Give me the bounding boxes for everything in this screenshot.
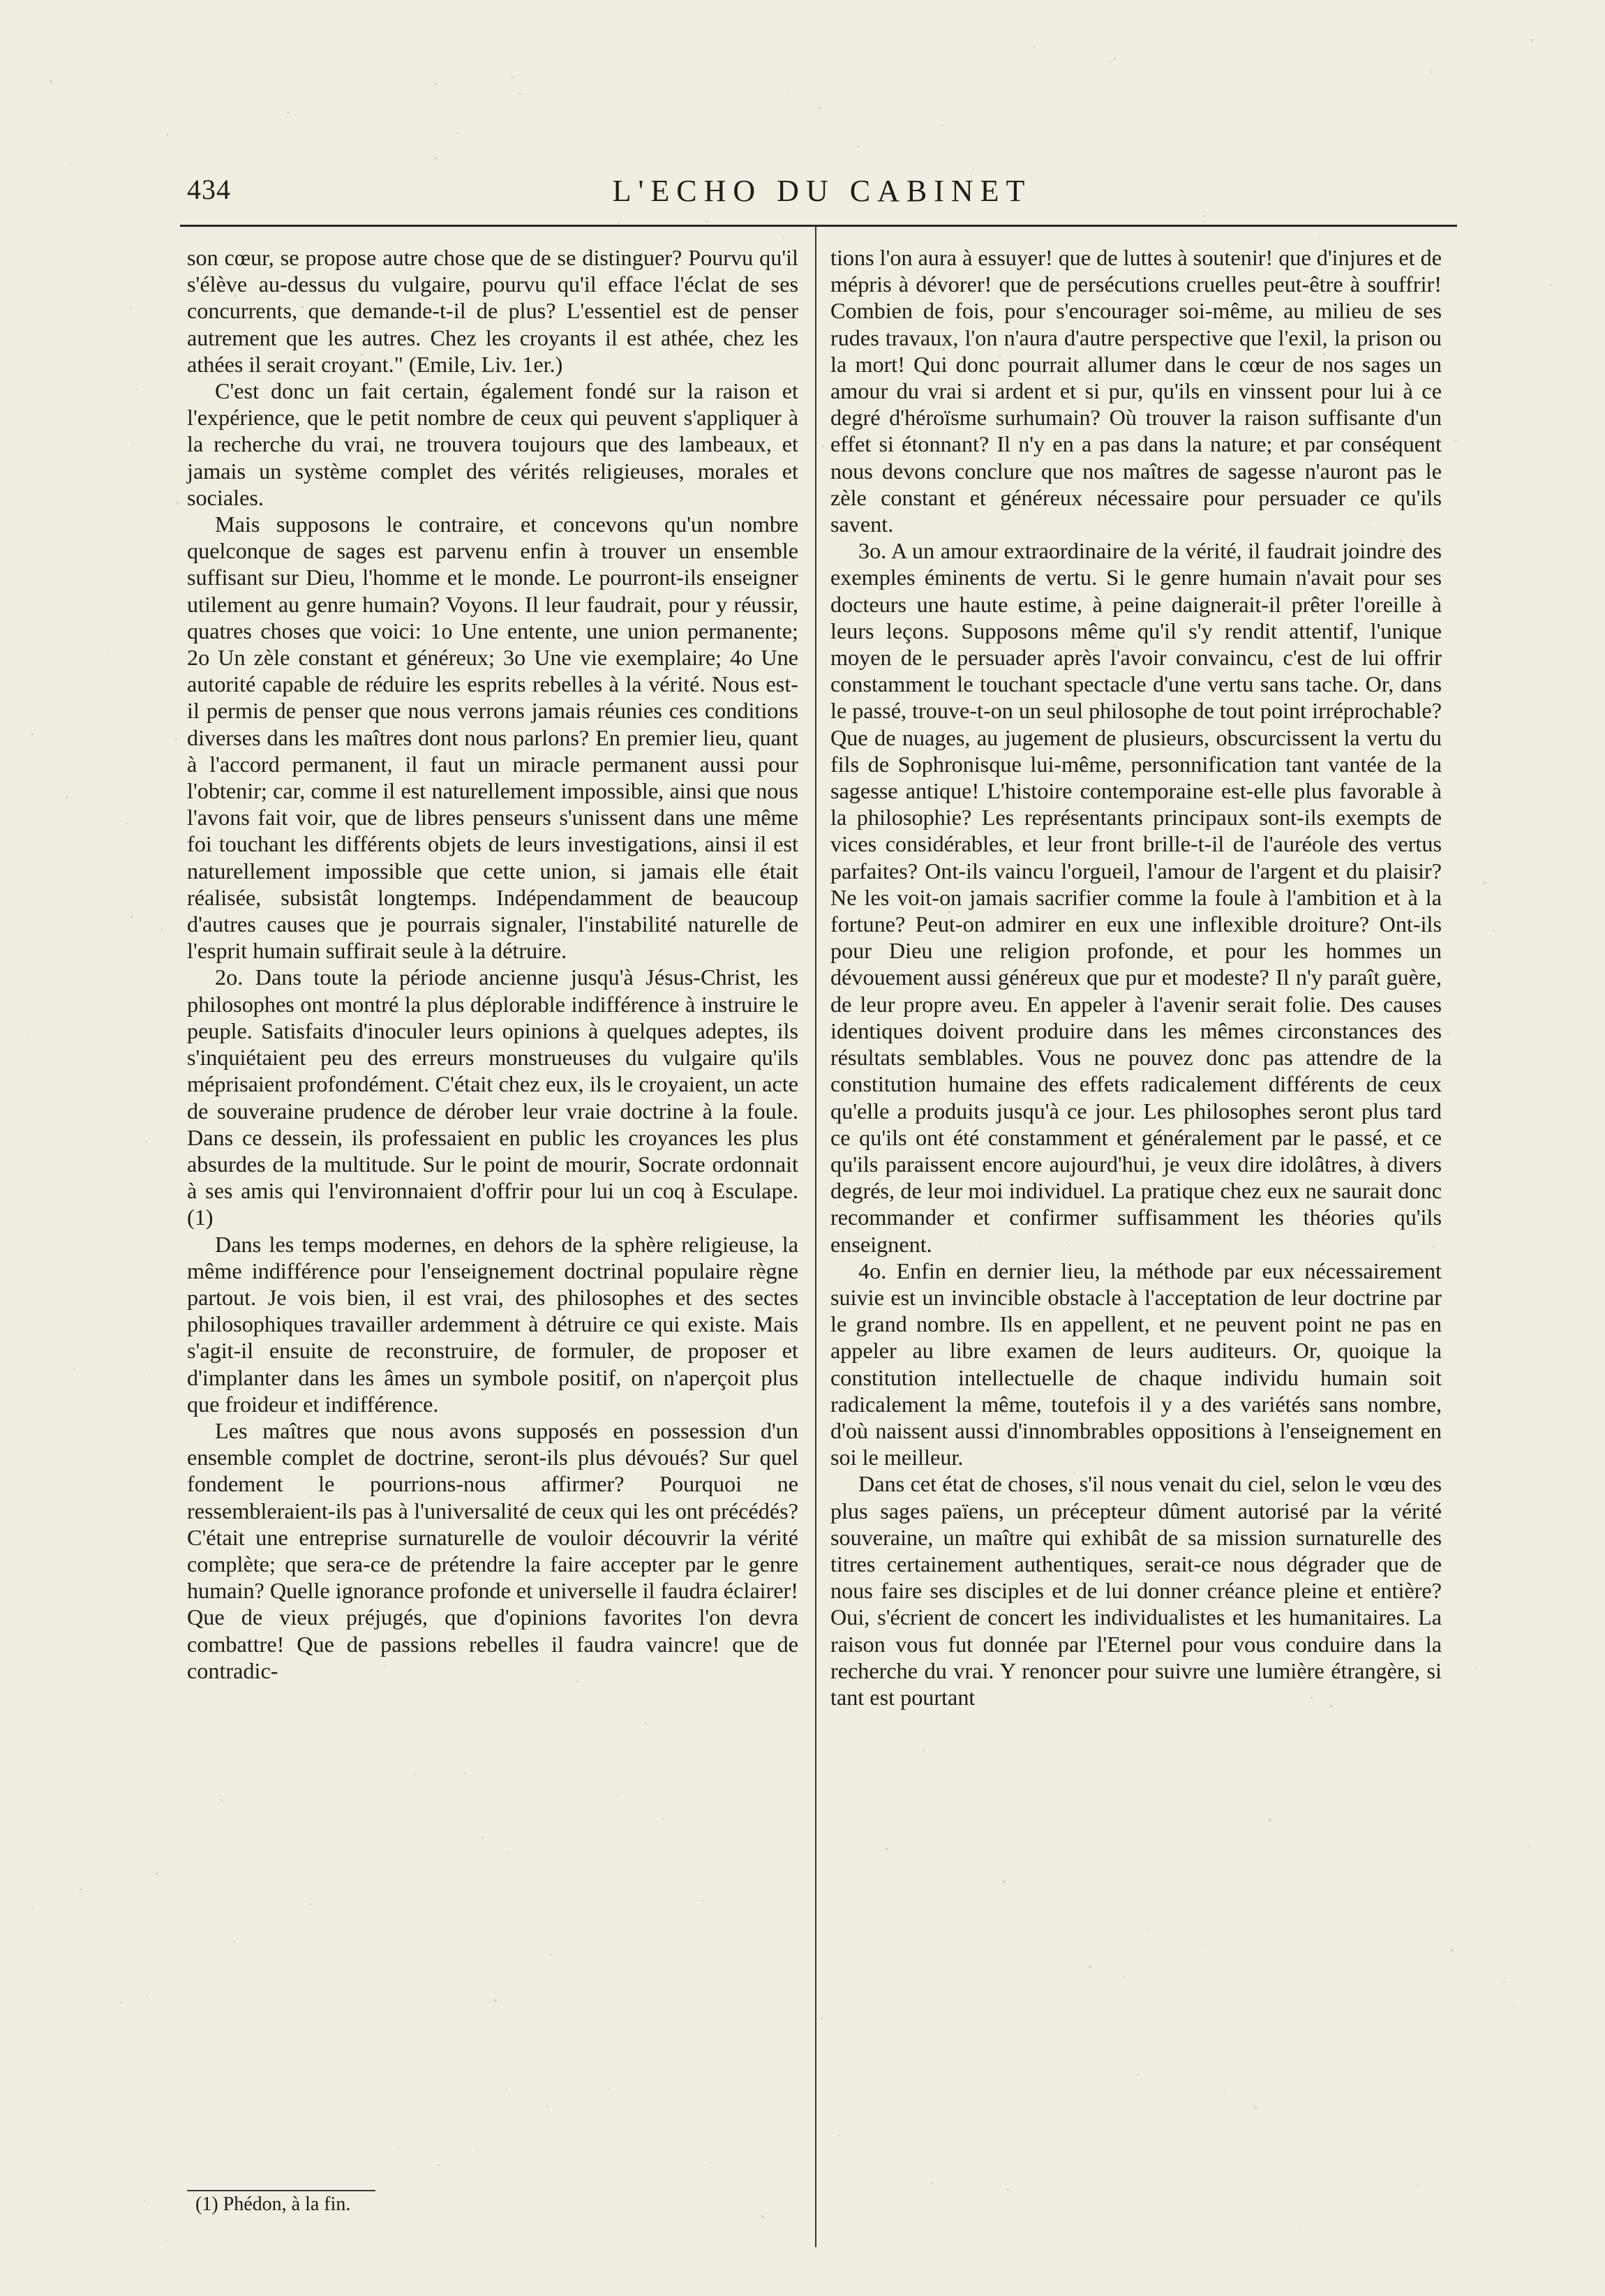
paper-speckle xyxy=(627,1873,628,1874)
paper-speckle xyxy=(301,306,304,308)
paper-speckle xyxy=(166,134,167,135)
paper-speckle xyxy=(165,2240,167,2242)
paper-speckle xyxy=(397,2147,398,2148)
paper-speckle xyxy=(438,2164,440,2166)
paper-speckle xyxy=(1311,1697,1313,1699)
paper-speckle xyxy=(491,890,492,892)
paper-speckle xyxy=(1213,1673,1215,1675)
paper-speckle xyxy=(1419,1542,1421,1543)
paper-speckle xyxy=(1531,39,1533,41)
paper-speckle xyxy=(160,929,163,931)
paper-speckle xyxy=(126,822,128,823)
paper-speckle xyxy=(1110,1225,1111,1227)
page-header xyxy=(187,173,1457,215)
paper-speckle xyxy=(576,1680,578,1683)
paper-speckle xyxy=(1112,1576,1114,1579)
paper-speckle xyxy=(73,1369,75,1370)
paper-speckle xyxy=(1503,1981,1505,1983)
paper-speckle xyxy=(569,745,571,746)
paper-speckle xyxy=(645,1722,647,1724)
running-title: L'ECHO DU CABINET xyxy=(612,174,1032,208)
paper-speckle xyxy=(359,1338,361,1340)
paper-speckle xyxy=(963,773,966,776)
paper-speckle xyxy=(1089,1965,1091,1968)
paper-speckle xyxy=(1260,948,1263,951)
paper-speckle xyxy=(130,916,133,918)
paper-speckle xyxy=(457,132,458,133)
paper-speckle xyxy=(1513,2006,1514,2008)
paragraph: 3o. A un amour extraordinaire de la vérité, il faudrait joindre des exemples éminents de vertu. Si le genre humain n'avait pour ses docteurs une haute estime, à peine daignerait-il prêter l'oreille à leurs leçons. Supposons même qu'il s'y rendit attentif, l'unique moyen de le persuader après l'avoir convaincu, c'est de lui offrir constamment le touchant spectacle d'une vertu sans tache. Or, dans le passé, trouve-t-on un seul philosophe de tout point irréprochable? Que de nuages, au jugement de plusieurs, obscurcissent la vertu du fils de Sophronisque lui-même, personnification tant vantée de la sagesse antique! L'histoire contemporaine est-elle plus favorable à la philosophie? Les représentants principaux sont-ils exempts de vices considérables, et leur front brille-t-il de l'auréole des vertus parfaites? Ont-ils vaincu l'orgueil, l'amour de l'argent et du plaisir? Ne les voit-on jamais sacrifier comme la foule à l'ambition et à la fortune? Peut-on admirer en eux une inflexible droiture? Ont-ils pour Dieu une religion profonde, et pour les hommes un dévouement aussi généreux que pur et modeste? Il n'y paraît guère, de leur propre aveu. En appeler à l'avenir serait folie. Des causes identiques doivent produire dans les mêmes circonstances des résultats semblables. Vous ne pouvez donc pas attendre de la constitution humaine des effets radicalement différents de ceux qu'elle a produits jusqu'à ce jour. Les philosophes seront plus tard ce qu'ils ont été constamment et généralement par le passé, et ce qu'ils paraissent encore aujourd'hui, je veux dire idolâtres, à divers degrés, de leur moi individuel. La pratique chez eux ne saurait donc recommander et confirmer suffisamment les théories qu'ils enseignent. xyxy=(830,538,1442,1257)
paper-speckle xyxy=(1204,215,1206,217)
paper-speckle xyxy=(156,1872,158,1875)
paper-speckle xyxy=(1530,1418,1531,1419)
paper-speckle xyxy=(1092,478,1094,480)
paper-speckle xyxy=(477,2150,478,2152)
paper-speckle xyxy=(1254,2106,1257,2109)
paper-speckle xyxy=(278,1110,279,1111)
paper-speckle xyxy=(144,2200,145,2202)
paper-speckle xyxy=(482,1837,484,1839)
paper-speckle xyxy=(627,99,628,100)
page-number: 434 xyxy=(187,174,231,205)
paper-speckle xyxy=(546,2105,548,2108)
paper-speckle xyxy=(507,1852,509,1854)
paper-speckle xyxy=(208,1615,211,1618)
paper-speckle xyxy=(1229,1149,1231,1151)
paper-speckle xyxy=(106,814,107,815)
paper-speckle xyxy=(107,653,109,654)
paper-speckle xyxy=(147,1995,148,1997)
paper-speckle xyxy=(818,107,821,110)
paper-speckle xyxy=(401,1193,402,1195)
paper-speckle xyxy=(896,1392,897,1394)
paper-speckle xyxy=(706,221,708,223)
paper-speckle xyxy=(268,1106,269,1108)
paper-speckle xyxy=(1292,971,1294,972)
paper-speckle xyxy=(1282,1522,1283,1523)
paper-speckle xyxy=(852,651,853,652)
left-column xyxy=(187,244,798,1684)
paper-speckle xyxy=(482,1794,484,1795)
paper-speckle xyxy=(608,2088,609,2089)
paper-speckle xyxy=(751,555,754,558)
paper-speckle xyxy=(776,422,778,424)
paper-speckle xyxy=(705,872,706,874)
paper-speckle xyxy=(145,1141,147,1143)
paper-speckle xyxy=(1003,1880,1006,1883)
paper-speckle xyxy=(569,210,570,211)
paper-speckle xyxy=(506,2088,507,2089)
paragraph: son cœur, se propose autre chose que de se distinguer? Pourvu qu'il s'élève au-dessus du vulgaire, pourvu qu'il efface l'éclat de ses concurrents, que demande-t-il de plus? L'essentiel est de penser autrement que les autres. Chez les croyants il est athée, chez les athées il serait croyant." (Emile, Liv. 1er.) xyxy=(187,245,798,377)
paper-speckle xyxy=(882,1295,883,1296)
paper-speckle xyxy=(33,1907,34,1909)
paper-speckle xyxy=(283,359,285,361)
paper-speckle xyxy=(50,80,52,83)
paper-speckle xyxy=(28,1034,29,1036)
paper-speckle xyxy=(617,1794,618,1795)
paper-speckle xyxy=(1009,626,1011,628)
paper-speckle xyxy=(1250,1307,1251,1309)
paper-speckle xyxy=(1205,1945,1207,1946)
paper-speckle xyxy=(1013,987,1015,989)
paper-speckle xyxy=(1357,267,1359,269)
paper-speckle xyxy=(822,445,824,447)
paper-speckle xyxy=(188,1563,190,1564)
paper-speckle xyxy=(419,1022,421,1024)
paper-speckle xyxy=(671,1257,673,1258)
paper-speckle xyxy=(1164,710,1165,711)
column-divider xyxy=(815,227,816,2247)
paper-speckle xyxy=(879,1179,881,1182)
paper-speckle xyxy=(1123,1976,1125,1978)
paragraph: tions l'on aura à essuyer! que de luttes à soutenir! que d'injures et de mépris à dévorer! que de persécutions cruelles peut-être à souffrir! Combien de fois, pour s'encourager soi-même, au milieu de ses rudes travaux, l'on n'aura d'autre perspective que l'exil, la prison ou la mort! Qui donc pourrait allumer dans le cœur de nos sages un amour du vrai si ardent et si pur, qu'ils en vinssent pour lui à ce degré d'héroïsme surhumain? Où trouver la raison suffisante d'un effet si étonnant? Il n'y en a pas dans la nature; et par conséquent nous devons conclure que nos maîtres de sagesse n'auront pas le zèle constant et généreux nécessaire pour persuader ce qu'ils savent. xyxy=(830,245,1442,537)
paper-speckle xyxy=(1528,1847,1530,1848)
paper-speckle xyxy=(1382,1640,1384,1641)
paper-speckle xyxy=(663,1818,665,1820)
paper-speckle xyxy=(931,2182,933,2184)
paragraph: Les maîtres que nous avons supposés en possession d'un ensemble complet de doctrine, seront-ils plus dévoués? Sur quel fondement le pourrions-nous affirmer? Pourquoi ne ressembleraient-ils pas à l'universalité de ceux qui les ont précédés? C'était une entreprise surnaturelle de vouloir découvrir la vérité complète; que sera-ce de prétendre la faire accepter par le genre humain? Quelle ignorance profonde et universelle il faudra éclairer! Que de vieux préjugés, que d'opinions favorites l'on devra combattre! Que de passions rebelles il faudra vaincre! que de contradic- xyxy=(187,1417,798,1683)
paper-speckle xyxy=(550,1953,552,1955)
paper-speckle xyxy=(1033,45,1036,48)
paper-speckle xyxy=(1033,461,1036,463)
paper-speckle xyxy=(1066,1242,1068,1244)
paper-speckle xyxy=(941,124,943,126)
paper-speckle xyxy=(285,444,288,447)
paper-speckle xyxy=(821,2017,822,2018)
paper-speckle xyxy=(434,82,437,85)
paper-speckle xyxy=(1151,643,1152,644)
paper-speckle xyxy=(973,168,974,170)
paper-speckle xyxy=(70,163,72,165)
paper-speckle xyxy=(1493,930,1495,932)
paper-speckle xyxy=(234,295,236,297)
paper-speckle xyxy=(1224,2093,1225,2094)
paper-speckle xyxy=(31,733,33,736)
paper-speckle xyxy=(130,307,131,308)
paper-speckle xyxy=(66,796,68,798)
paper-speckle xyxy=(557,581,560,584)
paper-speckle xyxy=(850,1539,851,1540)
paper-speckle xyxy=(645,1167,646,1168)
paper-speckle xyxy=(47,1695,48,1696)
paper-speckle xyxy=(414,1773,415,1774)
paper-speckle xyxy=(979,346,980,348)
footnote-rule xyxy=(187,2190,375,2191)
paragraph: C'est donc un fait certain, également fondé sur la raison et l'expérience, que le petit nombre de ceux qui peuvent s'appliquer à la recherche du vrai, ne trouvera toujours que des lambeaux, et jamais un système complet des vérités religieuses, morales et sociales. xyxy=(187,378,798,510)
paper-speckle xyxy=(1006,2189,1009,2191)
paper-speckle xyxy=(708,1158,710,1160)
paper-speckle xyxy=(309,1903,311,1905)
paragraph: 2o. Dans toute la période ancienne jusqu'à Jésus-Christ, les philosophes ont montré la plus déplorable indifférence à instruire le peuple. Satisfaits d'inoculer leurs opinions à quelques adeptes, ils s'inquiétaient peu des erreurs monstrueuses du vulgaire qu'ils méprisaient profondément. C'était chez eux, ils le croyaient, un acte de souveraine prudence de dérober leur vraie doctrine à la foule. Dans ce dessein, ils professaient en public les croyances les plus absurdes de la multitude. Sur le point de mourir, Socrate ordonnait à ses amis qui l'environnaient d'offrir pour lui un coq à Esculape. (1) xyxy=(187,964,798,1230)
paper-speckle xyxy=(233,1941,235,1943)
paper-speckle xyxy=(120,2001,122,2004)
paper-speckle xyxy=(1141,639,1142,641)
paper-speckle xyxy=(1550,284,1552,286)
paper-speckle xyxy=(476,376,478,378)
paper-speckle xyxy=(1114,58,1116,60)
paper-speckle xyxy=(707,422,710,425)
paper-speckle xyxy=(494,1999,497,2002)
paper-speckle xyxy=(512,76,514,78)
paper-speckle xyxy=(886,1848,888,1850)
paper-speckle xyxy=(434,157,437,160)
paper-speckle xyxy=(701,1900,703,1902)
paper-speckle xyxy=(406,858,408,860)
paper-speckle xyxy=(175,738,177,740)
paper-speckle xyxy=(1447,1033,1449,1035)
paper-speckle xyxy=(923,1750,925,1752)
paper-speckle xyxy=(839,969,842,972)
paper-speckle xyxy=(1319,238,1320,239)
paper-speckle xyxy=(1137,2073,1139,2075)
paper-speckle xyxy=(287,112,289,114)
paper-speckle xyxy=(80,1888,82,1891)
paper-speckle xyxy=(354,635,355,636)
right-column xyxy=(830,244,1442,1710)
paper-speckle xyxy=(729,1264,731,1266)
header-rule xyxy=(180,225,1457,227)
paper-speckle xyxy=(761,2215,764,2218)
paper-speckle xyxy=(1451,1949,1454,1952)
paper-speckle xyxy=(1484,881,1486,884)
paper-speckle xyxy=(1369,526,1370,527)
paper-speckle xyxy=(1450,561,1451,562)
paper-speckle xyxy=(384,1664,385,1665)
paper-speckle xyxy=(377,2138,378,2139)
paper-speckle xyxy=(149,1375,151,1377)
paper-speckle xyxy=(1455,440,1457,442)
paper-speckle xyxy=(1433,1245,1435,1247)
paragraph: Dans les temps modernes, en dehors de la sphère religieuse, la même indifférence pour l'enseignement doctrinal populaire règne partout. Je vois bien, il est vrai, des philosophes et des sectes philosophiques travailler ardemment à détruire ce qui existe. Mais s'agit-il ensuite de reconstruire, de formuler, de proposer et d'implanter dans les âmes un symbole positif, on n'aperçoit plus que froideur et indifférence. xyxy=(187,1231,798,1417)
paragraph: Mais supposons le contraire, et concevons qu'un nombre quelconque de sages est parvenu enfin à trouver un ensemble suffisant sur Dieu, l'homme et le monde. Le pourront-ils enseigner utilement au genre humain? Voyons. Il leur faudrait, pour y réussir, quatres choses que voici: 1o Une entente, une union permanente; 2o Un zèle constant et généreux; 3o Une vie exemplaire; 4o Une autorité capable de réduire les esprits rebelles à la vérité. Nous est-il permis de penser que nous verrons jamais réunies ces conditions diverses dans les maîtres dont nous parlons? En premier lieu, quant à l'accord permanent, il faut un miracle permanent aussi pour l'obtenir; car, comme il est naturellement impossible, ainsi que nous l'avons fait voir, que de libres penseurs s'unissent dans une même foi touchant les différents objets de leurs investigations, ainsi il est naturellement impossible que cette union, si jamais elle était réalisée, subsistât longtemps. Indépendamment de beaucoup d'autres causes que je pourrais signaler, l'instabilité naturelle de l'esprit humain suffirait seule à la détruire. xyxy=(187,512,798,964)
paper-speckle xyxy=(348,799,350,801)
paper-speckle xyxy=(1011,1267,1013,1269)
paper-speckle xyxy=(1029,902,1031,904)
paper-speckle xyxy=(668,1238,669,1239)
paper-speckle xyxy=(177,502,179,505)
paper-speckle xyxy=(220,1799,221,1801)
paper-speckle xyxy=(839,2134,841,2136)
paper-speckle xyxy=(301,796,304,798)
paper-speckle xyxy=(136,389,137,390)
paper-speckle xyxy=(329,768,330,770)
paper-speckle xyxy=(1431,71,1433,73)
paper-speckle xyxy=(972,992,973,993)
paper-speckle xyxy=(1476,1667,1477,1668)
paper-speckle xyxy=(1300,2226,1301,2228)
paper-speckle xyxy=(948,911,950,914)
paper-speckle xyxy=(828,527,830,528)
paper-speckle xyxy=(782,236,784,238)
paragraph: 4o. Enfin en dernier lieu, la méthode par eux nécessairement suivie est un invincible obstacle à l'acceptation de leur doctrine par le grand nombre. Ils en appellent, et ne peuvent point ne pas en appeler au libre examen de leurs auditeurs. Or, quoique la constitution intellectuelle de chaque individu humain soit radicalement la même, toutefois il y a des variétés sans nombre, d'où naissent aussi d'innombrables oppositions à l'enseignement en soi le meilleur. xyxy=(830,1258,1442,1470)
paper-speckle xyxy=(519,93,521,95)
paper-speckle xyxy=(230,1611,232,1613)
paper-speckle xyxy=(1269,1819,1271,1821)
paper-speckle xyxy=(1417,2184,1419,2186)
footnote: (1) Phédon, à la fin. xyxy=(195,2193,351,2215)
paper-speckle xyxy=(1038,1313,1040,1315)
paper-speckle xyxy=(1419,1638,1421,1640)
paper-speckle xyxy=(942,348,945,351)
paper-speckle xyxy=(1441,1411,1442,1412)
paper-speckle xyxy=(451,1119,452,1120)
paragraph: Dans cet état de choses, s'il nous venait du ciel, selon le vœu des plus sages païens, un précepteur dûment autorisé par la vérité souveraine, un maître qui exhibât de sa mission surnaturelle des titres certainement authentiques, serait-ce nous dégrader que de nous faire ses disciples et de lui donner créance pleine et entière? Oui, s'écrient de concert les individualistes et les humanitaires. La raison vous fut donnée par l'Eternel pour vous conduire dans la recherche du vrai. Y renoncer pour suivre une lumière étrangère, si tant est pourtant xyxy=(830,1471,1442,1710)
paper-speckle xyxy=(1110,61,1112,63)
paper-speckle xyxy=(1408,1506,1409,1507)
paper-speckle xyxy=(465,1773,466,1774)
paper-speckle xyxy=(858,145,860,147)
